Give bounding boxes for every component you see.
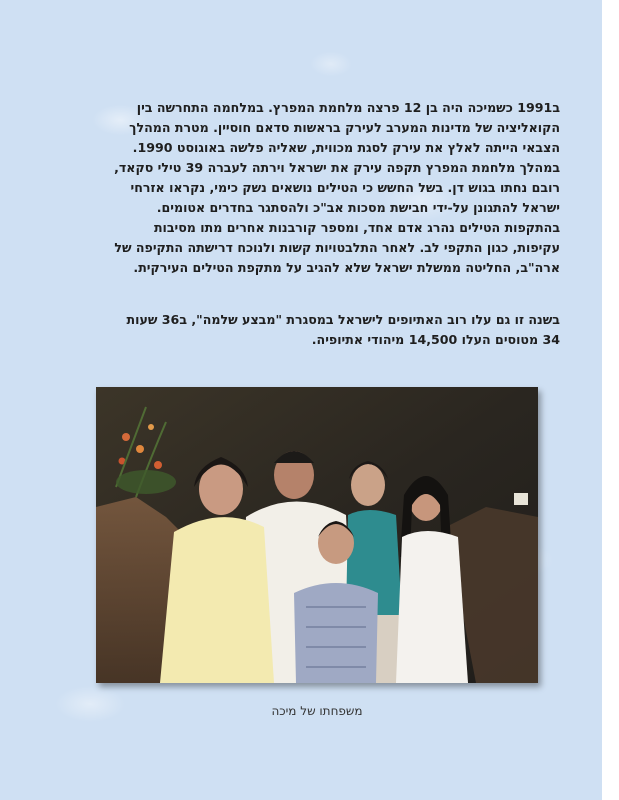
photo-caption: משפחתו של מיכה xyxy=(271,704,363,718)
text-line: רובם נחתו בגוש דן. בשל החשש כי הטילים נושאים נשק כימי, נקראו אזרחי xyxy=(130,180,560,195)
text-line: עקיפות, כגון התקפי לב. לאחר התלבטויות קשות ולנוכח דרישתה התקיפה של xyxy=(114,240,560,255)
text-line: 34 מטוסים העלו 14,500 מיהודי אתיופיה. xyxy=(311,332,560,347)
text-line: ישראל להתגונן על-ידי חבישת מסכות אב"כ ולהסתגר בחדרים אטומים. xyxy=(156,200,560,215)
text-line: ארה"ב, החליטה ממשלת ישראל שלא להגיב על מתקפת הטילים העירקית. xyxy=(133,260,560,275)
text-line: ב1991 כשמיכה היה בן 12 פרצה מלחמת המפרץ. במלחמה התחרשה בין xyxy=(136,100,560,115)
family-photo xyxy=(96,387,538,683)
gulf-war-paragraph xyxy=(60,98,560,278)
text-line: הצבאי הייתה לאלץ את עירק לסגת מכווית, שאליה פלשה באוגוסט 1990. xyxy=(132,140,560,155)
operation-solomon-paragraph xyxy=(60,310,560,350)
text-line: הקואליציה של מדינות המערב לעירק בראשות סדאם חוסיין. מטרת המהלך xyxy=(129,120,560,135)
text-line: בשנה זו גם עלו רוב האתיופים לישראל במסגרת "מבצע שלמה", ב36 שעות xyxy=(126,312,560,327)
text-line: בהתקפות הטילים נהרג אדם אחד, ומספר קורבנות אחרים מתו מסיבות xyxy=(153,220,560,235)
text-line: במהלך מלחמת המפרץ תקפה עירק את ישראל וירתה לעברה 39 טילי סקאד, xyxy=(114,160,560,175)
